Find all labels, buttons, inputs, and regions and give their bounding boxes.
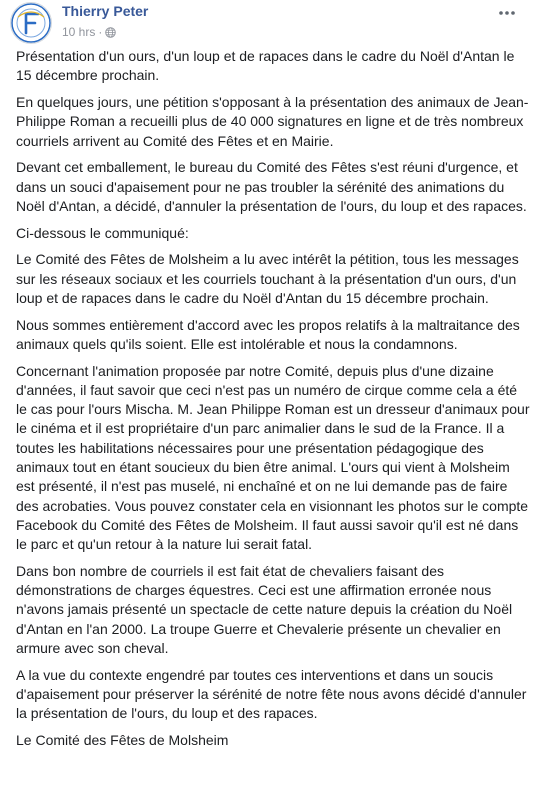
post-header [0, 0, 543, 46]
post-paragraph: Le Comité des Fêtes de Molsheim a lu avec intérêt la pétition, tous les messages sur les réseaux sociaux et les courriels touchant à la présentation d'un ours, d'un loup et de rapaces dans le cadre du Noël d'Antan du 15 décembre prochain. [16, 251, 519, 306]
post-paragraph: Présentation d'un ours, d'un loup et de rapaces dans le cadre du Noël d'Antan le 15 décembre prochain. [16, 48, 515, 84]
author-name[interactable]: Thierry Peter [62, 3, 149, 19]
post-signature: Le Comité des Fêtes de Molsheim [16, 732, 229, 749]
globe-icon[interactable] [105, 27, 116, 38]
post-paragraph: Nous sommes entièrement d'accord avec les propos relatifs à la maltraitance des animaux quels qu'ils soient. Elle est intolérable et nous la condamnons. [16, 316, 520, 352]
post-paragraph: Dans bon nombre de courriels il est fait état de chevaliers faisant des démonstrations de charges équestres. Ceci est une affirmation erronée nous n'avons jamais présenté un spectacle de cette nature depuis la création du Noël d'Antan en l'an 2000. La troupe Guerre et Chevalerie présente un chevalier en armure avec son cheval. [16, 562, 513, 657]
post-paragraph: Devant cet emballement, le bureau du Comité des Fêtes s'est réuni d'urgence, et dans un souci d'apaisement pour ne pas troubler la sérénité des animations du Noël d'Antan, a décidé, d'annuler la présentation de l'ours, du loup et des rapaces. [16, 159, 527, 214]
post-paragraph: Ci-dessous le communiqué: [16, 224, 189, 241]
more-options-icon[interactable] [495, 6, 519, 20]
post-paragraph: En quelques jours, une pétition s'opposant à la présentation des animaux de Jean-Philippe Roman a recueilli plus de 40 000 signatures en ligne et de très nombreux courriels arrivent au Comité des Fêtes et en Mairie. [16, 93, 529, 149]
post-timestamp[interactable]: 10 hrs [62, 25, 96, 39]
post-meta [62, 25, 116, 39]
avatar-logo [11, 3, 51, 43]
post-paragraph: Concernant l'animation proposée par notre Comité, depuis plus d'une dizaine d'années, il faut savoir que ceci n'est pas un numéro de cirque comme cela a été le cas pour l'ours Mischa. M. Jean Philippe Roman est un dresseur d'animaux pour le cinéma et il est propriétaire d'un parc animalier dans le sud de la France. Il a toutes les habilitations nécessaires pour une présentation pédagogique des animaux tout en étant soucieux du bien être animal. L'ours qui vient à Molsheim est présenté, il n'est pas muselé, ni enchaîné et on ne lui demande pas de faire des acrobaties. Vous pouvez constater cela en visionnant les photos sur le compte Facebook du Comité des Fêtes de Molsheim. Il faut aussi savoir qu'il est né dans le parc et qu'un retour à la nature lui serait fatal. [16, 362, 530, 553]
meta-separator: · [98, 25, 103, 39]
post-paragraph: A la vue du contexte engendré par toutes ces interventions et dans un soucis d'apaisement pour préserver la sérénité de notre fête nous avons décidé d'annuler la présentation de l'ours, du loup et des rapaces. [16, 666, 527, 722]
post-body [16, 47, 530, 758]
avatar[interactable] [10, 2, 52, 44]
